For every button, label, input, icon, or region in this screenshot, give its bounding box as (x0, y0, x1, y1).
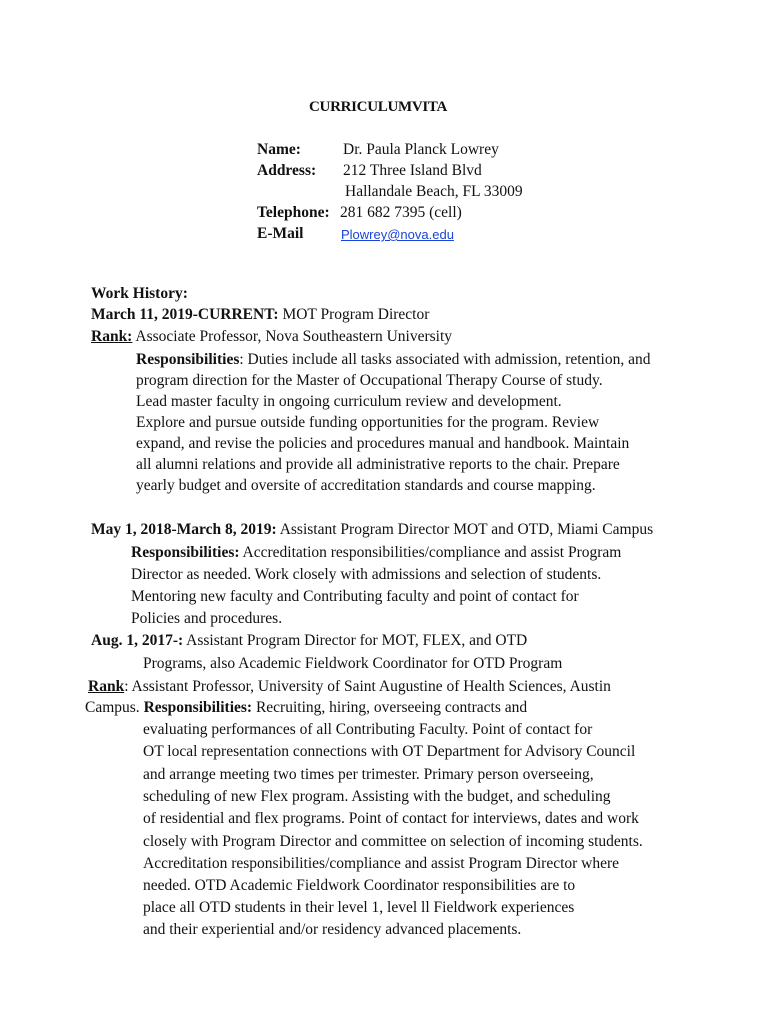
job3-resp-line: evaluating performances of all Contributing Faculty. Point of contact for (143, 721, 593, 738)
job1-resp-line: all alumni relations and provide all administrative reports to the chair. Prepare (136, 456, 620, 473)
job3-resp-first-line: Campus. Responsibilities: Recruiting, hiring, overseeing contracts and (85, 699, 528, 716)
address-label: Address: (257, 162, 317, 179)
job1-resp-line: program direction for the Master of Occupational Therapy Course of study. (136, 372, 603, 389)
address-line-2: Hallandale Beach, FL 33009 (345, 183, 523, 200)
job1-dates: March 11, 2019-CURRENT: (91, 306, 279, 323)
job3-resp-line: and their experiential and/or residency advanced placements. (143, 921, 522, 938)
job2-dates: May 1, 2018-March 8, 2019: (91, 521, 277, 538)
job3-resp-line: OT local representation connections with OT Department for Advisory Council (143, 743, 636, 760)
job1-resp-line: expand, and revise the policies and procedures manual and handbook. Maintain (136, 435, 630, 452)
job3-resp-line: place all OTD students in their level 1, level ll Fieldwork experiences (143, 899, 575, 916)
email-label: E-Mail (257, 225, 304, 242)
job3-resp-line: closely with Program Director and committee on selection of incoming students. (143, 833, 643, 850)
document-title: CURRICULUMVITA (309, 99, 448, 115)
job1-rank: Rank: Associate Professor, Nova Southeastern University (91, 328, 453, 345)
job2-header (91, 520, 653, 540)
job2-resp-line: Responsibilities: Accreditation responsibilities/compliance and assist Program (131, 544, 622, 561)
job3-title: Assistant Program Director for MOT, FLEX, and OTD (183, 632, 528, 649)
name-label: Name: (257, 141, 301, 158)
email-link[interactable]: Plowrey@nova.edu (341, 227, 454, 242)
telephone-value: 281 682 7395 (cell) (340, 204, 462, 221)
job2-resp-line: Director as needed. Work closely with admissions and selection of students. (131, 566, 602, 583)
job1-header (91, 305, 429, 325)
name-value: Dr. Paula Planck Lowrey (343, 141, 499, 158)
job3-resp-line: scheduling of new Flex program. Assisting with the budget, and scheduling (143, 788, 611, 805)
job1-title: MOT Program Director (278, 306, 430, 323)
job2-resp-line: Policies and procedures. (131, 610, 283, 627)
job3-dates: Aug. 1, 2017-: (91, 632, 184, 649)
job3-rank: Rank: Assistant Professor, University of Saint Augustine of Health Sciences, Austin (88, 678, 611, 695)
job3-resp-line: Accreditation responsibilities/compliance and assist Program Director where (143, 855, 620, 872)
job3-title-line2: Programs, also Academic Fieldwork Coordinator for OTD Program (143, 655, 563, 672)
job3-resp-line: needed. OTD Academic Fieldwork Coordinator responsibilities are to (143, 877, 576, 894)
job2-resp-line: Mentoring new faculty and Contributing faculty and point of contact for (131, 588, 579, 605)
work-history-heading: Work History: (91, 285, 188, 302)
address-line-1: 212 Three Island Blvd (343, 162, 482, 179)
job2-title: Assistant Program Director MOT and OTD, Miami Campus (276, 521, 654, 538)
job3-resp-line: and arrange meeting two times per trimester. Primary person overseeing, (143, 766, 594, 783)
job3-header (91, 631, 527, 651)
job3-resp-line: of residential and flex programs. Point of contact for interviews, dates and work (143, 810, 639, 827)
job1-resp-line: Lead master faculty in ongoing curriculum review and development. (136, 393, 562, 410)
telephone-label: Telephone: (257, 204, 330, 221)
job1-resp-line: yearly budget and oversite of accreditation standards and course mapping. (136, 477, 596, 494)
job1-resp-line: Explore and pursue outside funding opportunities for the program. Review (136, 414, 600, 431)
job1-resp-line: Responsibilities: Duties include all tasks associated with admission, retention, and (136, 351, 651, 368)
